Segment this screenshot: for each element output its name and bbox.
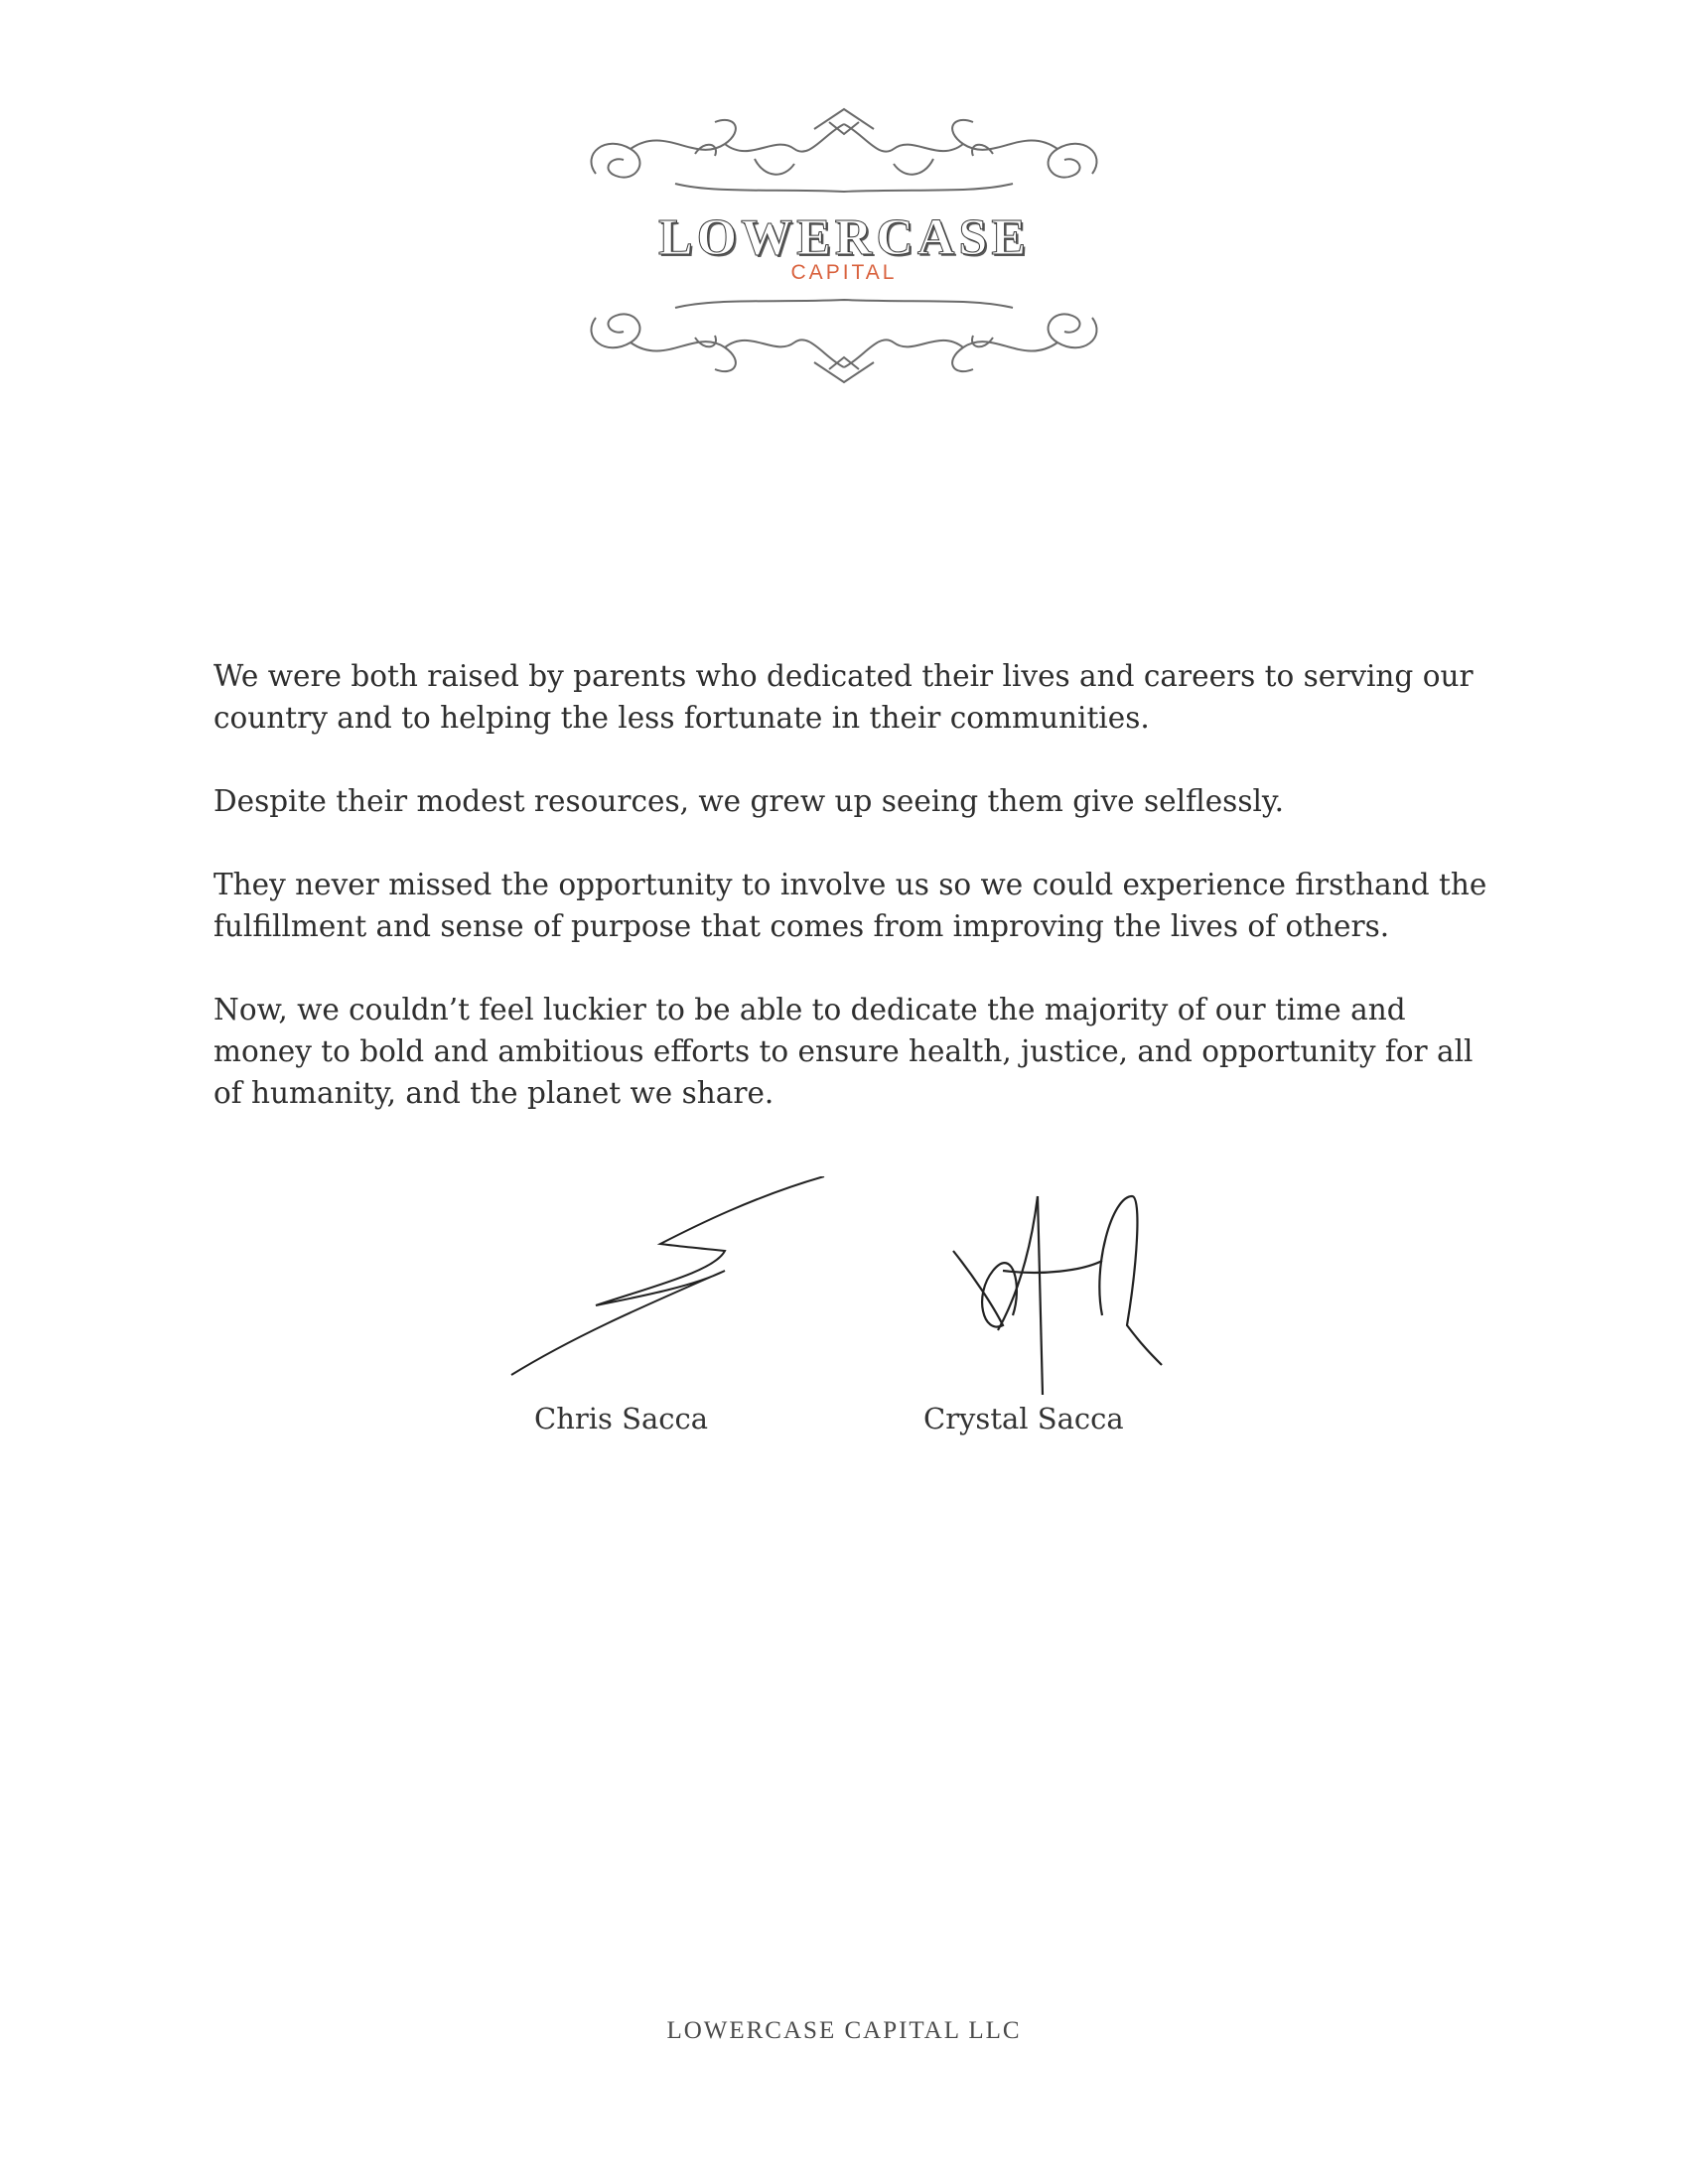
paragraph: We were both raised by parents who dedicated their lives and careers to serving our country and to helping the less fortunate in their communities. [213, 659, 1474, 735]
brand-name: LOWERCASE [657, 209, 1031, 266]
signature-chris [496, 1176, 834, 1405]
top-flourish-ornament [576, 94, 1112, 204]
paragraph: They never missed the opportunity to involve us so we could experience firsthand the fulfillment and sense of purpose that comes from improving the lives of others. [213, 868, 1487, 943]
footer-company-name: LOWERCASE CAPITAL LLC [666, 2017, 1022, 2044]
handwritten-signature-crystal [943, 1176, 1172, 1405]
letterhead-logo [576, 94, 1112, 422]
signature-crystal [943, 1176, 1172, 1405]
signer-name-crystal: Crystal Sacca [923, 1402, 1124, 1435]
bottom-flourish-ornament [576, 288, 1112, 397]
signer-name-chris: Chris Sacca [534, 1402, 709, 1435]
handwritten-signature-chris [496, 1176, 834, 1405]
paragraph: Despite their modest resources, we grew up seeing them give selflessly. [213, 784, 1285, 818]
letter-body [213, 655, 1504, 1156]
brand-subtitle: CAPITAL [790, 261, 898, 284]
paragraph: Now, we couldn’t feel luckier to be able to dedicate the majority of our time and money to bold and ambitious efforts to ensure health, justice, and opportunity for all of humanity, and the planet we share. [213, 993, 1474, 1110]
